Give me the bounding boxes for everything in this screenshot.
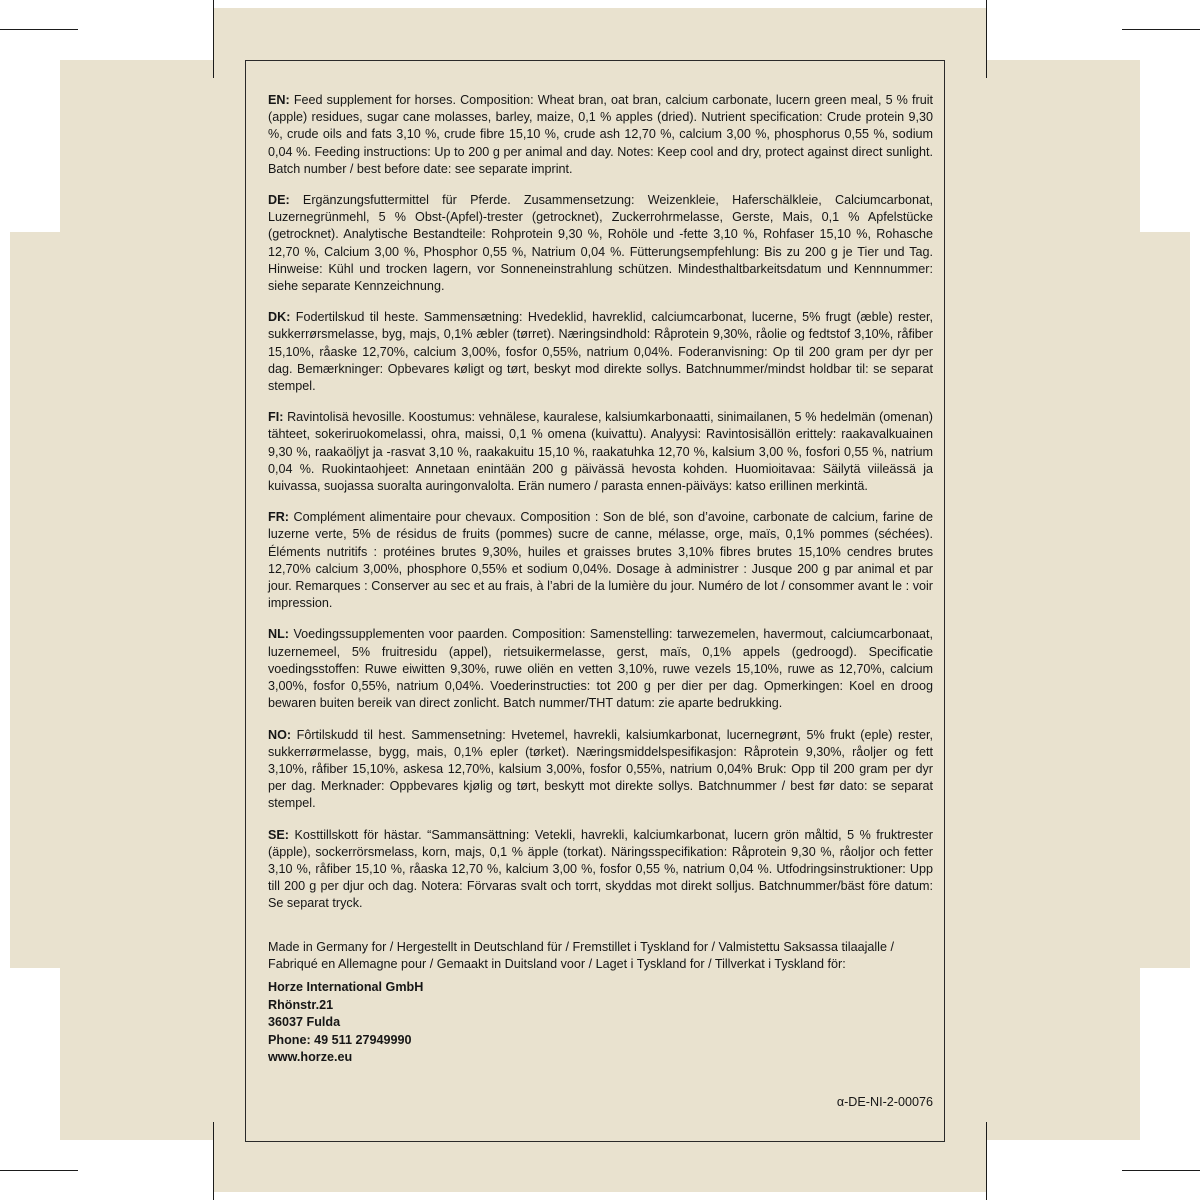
section-text-fr: Complément alimentaire pour chevaux. Composition : Son de blé, son d’avoine, carbonate de calcium, farine de luzerne verte, 5% de résidus de fruits (pommes) sucre de canne, mélasse, orge, maïs, 0,1% pommes (séchées). Éléments nutritifs : protéines brutes 9,30%, huiles et graisses brutes 3,10% fibres brutes 15,10% cendres brutes 12,70% calcium 3,00%, phosphore 0,55% et sodium 0,04%. Dosage à administrer : Jusque 200 g par animal et par jour. Remarques : Conserver au sec et au frais, à l’abri de la lumière du jour. Numéro de lot / consommer avant le : voir impression. [268,510,933,611]
section-fr [268,509,933,612]
section-en [268,92,933,178]
language-code-no: NO: [268,727,292,742]
language-code-fi: FI: [268,410,284,425]
section-text-de: Ergänzungsfuttermittel für Pferde. Zusammensetzung: Weizenkleie, Haferschälkleie, Calciumcarbonat, Luzernegrünmehl, 5 % Obst-(Apfel)-trester (getrocknet), Zuckerrohrmelasse, Gerste, Mais, 0,1 % Apfelstücke (getrocknet). Analytische Bestandteile: Rohprotein 9,30 %, Rohöle und -fette 3,10 %, Rohfaser 15,10 %, Rohasche 12,70 %, Calcium 3,00 %, Phosphor 0,55 %, Natrium 0,04 %. Fütterungsempfehlung: Bis zu 200 g je Tier und Tag. Hinweise: Kühl und trocken lagern, vor Sonneneinstrahlung schützen. Mindesthaltbarkeitsdatum und Kennnummer: siehe separate Kennzeichnung. [268,193,933,294]
manufacturer-line-1: Made in Germany for / Hergestellt in Deutschland für / Fremstillet i Tyskland for / Valmistettu Saksassa tilaajalle / [268,939,894,954]
language-code-se: SE: [268,827,289,842]
section-no [268,727,933,813]
crop-mark [0,29,78,30]
manufacturer-block [268,939,933,1067]
crop-mark [1122,29,1200,30]
section-fi [268,409,933,495]
crop-mark [986,0,987,78]
manufacturer-phone: Phone: 49 511 27949990 [268,1032,412,1047]
section-text-fi: Ravintolisä hevosille. Koostumus: vehnälese, kauralese, kalsiumkarbonaatti, sinimailanen, 5 % hedelmän (omenan) tähteet, sokeriruokomelassi, ohra, maissi, 0,1 % omena (kuivattu). Analyysi: Ravintosisällön erittely: raakavalkuainen 9,30 %, raakaöljyt ja -rasvat 3,10 %, raakakuitu 15,10 %, raakatuhka 12,70 %, kalsium 3,00 %, fosfori 0,55 %, natrium 0,04 %. Ruokintaohjeet: Annetaan enintään 200 g päivässä hevosta kohden. Huomioitavaa: Säilytä viileässä ja kuivassa, suojassa suoralta auringonvalolta. Erän numero / parasta ennen-päiväys: katso erillinen merkintä. [268,410,933,494]
crop-mark [213,1122,214,1200]
manufacturer-name: Horze International GmbH [268,980,424,995]
language-code-en: EN: [268,93,290,107]
language-code-fr: FR: [268,510,289,525]
manufacturer-website: www.horze.eu [268,1049,353,1064]
crop-mark [213,0,214,78]
language-code-nl: NL: [268,627,289,642]
section-text-nl: Voedingssupplementen voor paarden. Composition: Samenstelling: tarwezemelen, havermout, calciumcarbonaat, luzernemeel, 5% fruitresidu (appel), rietsuikermelasse, gerst, maïs, 0,1% appels (gedroogd). Specificatie voedingsstoffen: Ruwe eiwitten 9,30%, ruwe oliën en vetten 3,10%, ruwe vezels 15,10%, ruwe as 12,70%, calcium 3,00%, fosfor 0,55%, natrium 0,04%. Voederinstructies: tot 200 g per dier per dag. Opmerkingen: Koel en droog bewaren buiten bereik van direct zonlicht. Batch nummer/THT datum: zie aparte bedrukking. [268,627,933,711]
manufacturer-city: 36037 Fulda [268,1015,341,1030]
section-se [268,827,933,913]
crop-gap [1140,968,1200,1200]
label-text-content [268,92,933,1066]
section-de [268,192,933,295]
crop-gap [1140,0,1200,232]
crop-mark [1122,1170,1200,1171]
crop-mark [0,1170,78,1171]
section-text-no: Fôrtilskudd til hest. Sammensetning: Hvetemel, havrekli, kalsiumkarbonat, lucernegrønt, 5% frukt (eple) rester, sukkerrørmelasse, bygg, mais, 0,1% epler (tørket). Næringsmiddelspesifikasjon: Råprotein 9,30%, råoljer og fett 3,10%, råfiber 15,10%, askesa 12,70%, kalsium 3,00%, fosfor 0,55%, natrium 0,04% Bruk: Opp til 200 gram per dyr per dag. Merknader: Oppbevares kjølig og tørt, beskytt mot direkte sollys. Batchnummer / best før dato: se separat stempel. [268,727,933,811]
section-text-dk: Fodertilskud til heste. Sammensætning: Hvedeklid, havreklid, calciumcarbonat, lucerne, 5% frugt (æble) rester, sukkerrørsmelasse, byg, majs, 0,1% æbler (tørret). Næringsindhold: Råprotein 9,30%, råolie og fedtstof 3,10%, råfiber 15,10%, råaske 12,70%, calcium 3,00%, fosfor 0,55%, natrium 0,04%. Foderanvisning: Op til 200 gram per dyr per dag. Bemærkninger: Opbevares køligt og tørt, beskyt mod direkte sollys. Batchnummer/mindst holdbar til: se separat stempel. [268,310,933,394]
section-text-en: Feed supplement for horses. Composition: Wheat bran, oat bran, calcium carbonate, lucern green meal, 5 % fruit (apple) residues, sugar cane molasses, barley, maize, 0,1 % apples (dried). Nutrient specification: Crude protein 9,30 %, crude oils and fats 3,10 %, crude fibre 15,10 %, crude ash 12,70 %, calcium 3,00 %, phosphorus 0,55 %, sodium 0,04 %. Feeding instructions: Up to 200 g per animal and day. Notes: Keep cool and dry, protect against direct sunlight. Batch number / best before date: see separate imprint. [268,93,933,176]
section-nl [268,626,933,712]
manufacturer-line-2: Fabriqué en Allemagne pour / Gemaakt in Duitsland voor / Laget i Tyskland for / Tillverkat i Tyskland för: [268,956,846,971]
language-code-de: DE: [268,193,290,208]
crop-mark [986,1122,987,1200]
crop-gap [0,968,60,1200]
manufacturer-street: Rhönstr.21 [268,997,334,1012]
crop-gap [0,0,60,232]
section-text-se: Kosttillskott för hästar. “Sammansättning: Vetekli, havrekli, kalciumkarbonat, lucern grön måltid, 5 % fruktrester (äpple), sockerrörsmelass, korn, majs, 0,1 % äpple (torkat). Näringsspecifikation: Råprotein 9,30 %, råoljor och fetter 3,10 %, råfiber 15,10 %, råaska 12,70 %, kalcium 3,00 %, fosfor 0,55 %, natrium 0,04 %. Utfodringsinstruktioner: Upp till 200 g per djur och dag. Notera: Förvaras svalt och torrt, skyddas mot direkt solljus. Batchnummer/bäst före datum: Se separat tryck. [268,827,933,911]
section-dk [268,309,933,395]
product-code: α-DE-NI-2-00076 [836,1095,933,1109]
language-code-dk: DK: [268,310,291,325]
